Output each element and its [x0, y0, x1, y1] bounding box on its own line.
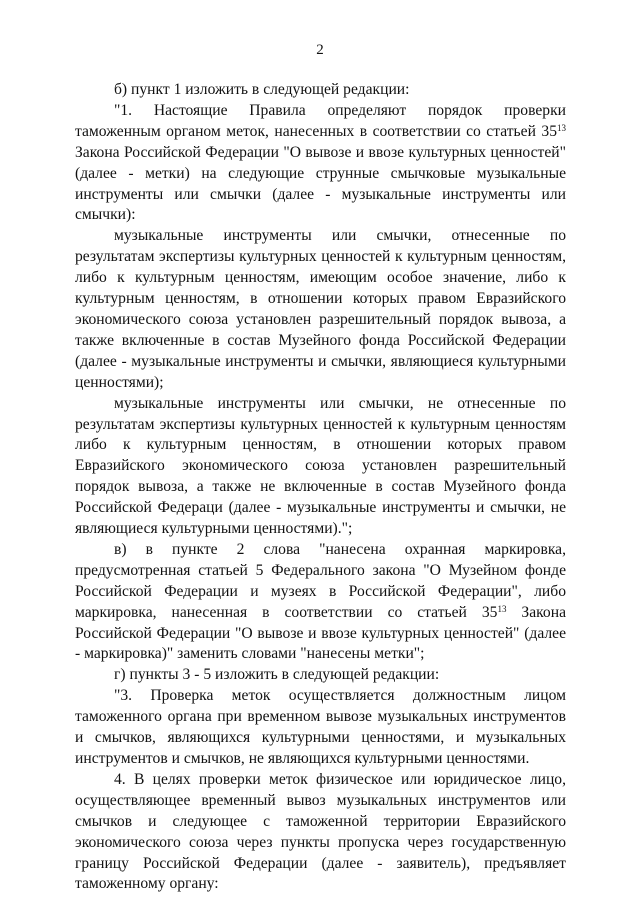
page-number: 2	[316, 42, 324, 58]
paragraph-p1	[75, 80, 566, 101]
paragraph-p6	[75, 665, 566, 686]
document-body	[75, 80, 566, 895]
text-segment: "1. Настоящие Правила определяют порядок проверки таможенным органом меток, нанесенных в соответствии со статьей 35	[75, 101, 566, 140]
text-segment: музыкальные инструменты или смычки, отнесенные по результатам экспертизы культурных ценностей к культурным ценностям, либо к культурным ценностям, имеющим особое значение, либо к культурным ценностям, в отношении которых правом Евразийского экономического союза установлен разрешительный порядок вывоза, а также включенные в состав Музейного фонда Российской Федерации (далее - музыкальные инструменты и смычки, являющиеся культурными ценностями);	[75, 227, 566, 391]
paragraph-p4	[75, 394, 566, 540]
text-segment: музыкальные инструменты или смычки, не отнесенные по результатам экспертизы культурных ценностей к культурным ценностям либо к культурным ценностям, в отношении которых правом Евразийского экономического союза установлен разрешительный порядок вывоза, а также не включенные в состав Музейного фонда Российской Федераци (далее - музыкальные инструменты и смычки, не являющиеся культурными ценностями).";	[75, 394, 566, 538]
superscript: 13	[497, 603, 507, 614]
text-segment: Закона Российской Федерации "О вывозе и ввозе культурных ценностей" (далее - маркировка)" заменить словами "нанесены метки";	[75, 603, 566, 663]
paragraph-p5	[75, 540, 566, 665]
paragraph-p2	[75, 101, 566, 226]
text-segment: в) в пункте 2 слова "нанесена охранная маркировка, предусмотренная статьей 5 Федерального закона "О Музейном фонде Российской Федерации и музеях в Российской Федерации", либо маркировка, нанесенная в соответствии со статьей 35	[75, 540, 566, 621]
text-segment: б) пункт 1 изложить в следующей редакции:	[114, 81, 410, 98]
paragraph-p7	[75, 686, 566, 770]
text-segment: "3. Проверка меток осуществляется должностным лицом таможенного органа при временном вывозе музыкальных инструментов и смычков, являющихся культурными ценностями, и музыкальных инструментов и смычков, не являющихся культурными ценностями.	[75, 687, 566, 767]
text-segment: 4. В целях проверки меток физическое или юридическое лицо, осуществляющее временный вывоз музыкальных инструментов или смычков и следующее с таможенной территории Евразийского экономического союза через пункты пропуска через государственную границу Российской Федерации (далее - заявитель), предъявляет таможенному органу:	[75, 770, 566, 893]
text-segment: г) пункты 3 - 5 изложить в следующей редакции:	[114, 666, 440, 684]
text-segment: Закона Российской Федерации "О вывозе и ввозе культурных ценностей" (далее - метки) на следующие струнные смычковые музыкальные инструменты или смычки (далее - музыкальные инструменты или смычки):	[75, 143, 566, 224]
superscript: 13	[557, 122, 566, 133]
paragraph-p8	[75, 770, 566, 895]
paragraph-p3	[75, 226, 566, 393]
